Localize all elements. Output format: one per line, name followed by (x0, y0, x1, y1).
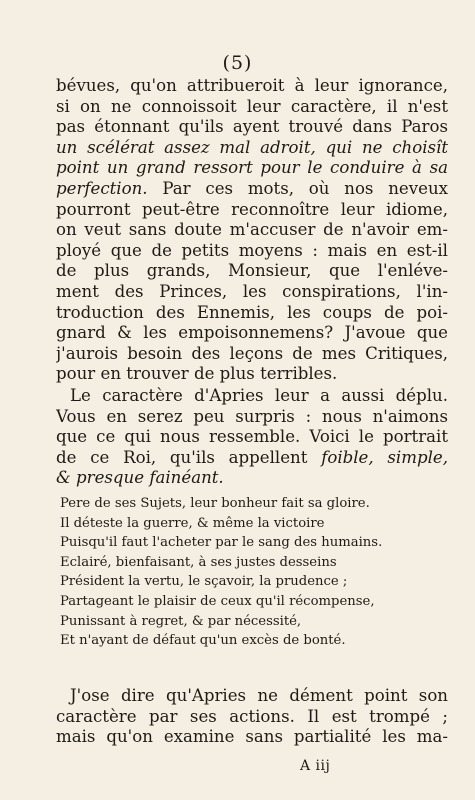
paragraph-3 (56, 686, 448, 748)
text-line: pas étonnant qu'ils ayent trouvé dans Paros (56, 117, 448, 137)
paragraph-2 (56, 386, 448, 489)
italic-text: un scélérat assez mal adroit, qui ne choisît (56, 137, 448, 157)
text-line: mais qu'on examine sans partialité les ma- (56, 727, 448, 747)
text-line: perfection. Par ces mots, où nos neveux (56, 178, 448, 198)
text-line: ment des Princes, les conspirations, l'in- (56, 281, 448, 301)
text-line: troduction des Ennemis, les coups de poi- (56, 302, 448, 322)
verse-line: Président la vertu, le sçavoir, la prudence ; (60, 574, 348, 590)
text-line: Le caractère d'Apries leur a aussi déplu. (70, 386, 448, 405)
verse-line: Il déteste la guerre, & même la victoire (60, 515, 325, 531)
text-line: on veut sans doute m'accuser de n'avoir em- (56, 220, 448, 240)
text-line: pour en trouver de plus terribles. (56, 364, 338, 384)
verse-line: Punissant à regret, & par nécessité, (60, 613, 302, 629)
italic-text: & presque fainéant. (56, 468, 224, 488)
text-line: pourront peut-être reconnoître leur idiome, (56, 199, 448, 219)
text-line: gnard & les empoisonnemens? J'avoue que (56, 323, 448, 343)
verse-line: Eclairé, bienfaisant, à ses justes desseins (60, 554, 337, 570)
verse-line: Partageant le plaisir de ceux qu'il récompense, (60, 593, 375, 609)
text-line: j'aurois besoin des leçons de mes Critiques, (56, 343, 448, 363)
text-line (56, 138, 448, 159)
text-line: bévues, qu'on attribueroit à leur ignorance, (56, 76, 448, 95)
verse-line: Puisqu'il faut l'acheter par le sang des humains. (60, 535, 383, 551)
signature-mark: A iij (300, 758, 331, 774)
text-line: que ce qui nous ressemble. Voici le portrait (56, 427, 448, 447)
italic-text: point un grand ressort pour le conduire à sa (56, 158, 448, 178)
text-line: de ce Roi, qu'ils appellent foible, simple, (56, 447, 448, 467)
text-line (56, 158, 448, 179)
verse-block (60, 494, 440, 651)
verse-line: Pere de ses Sujets, leur bonheur fait sa gloire. (60, 496, 370, 511)
text-line: si on ne connoissoit leur caractère, il n'est (56, 96, 448, 116)
text-line: Vous en serez peu surpris : nous n'aimons (56, 406, 448, 426)
verse-line: Et n'ayant de défaut qu'un excès de bonté. (60, 633, 346, 649)
paragraph-1 (56, 76, 448, 385)
text-line: de plus grands, Monsieur, que l'enléve- (56, 261, 448, 281)
text-line: J'ose dire qu'Apries ne dément point son (70, 686, 448, 705)
text-line: ployé que de petits moyens : mais en est-il (56, 240, 448, 260)
text-line (56, 468, 448, 489)
italic-text: perfection. (56, 178, 163, 198)
italic-text: foible, simple, (321, 447, 448, 467)
text-line: caractère par ses actions. Il est trompé ; (56, 706, 448, 726)
page-number: (5) (222, 52, 253, 74)
